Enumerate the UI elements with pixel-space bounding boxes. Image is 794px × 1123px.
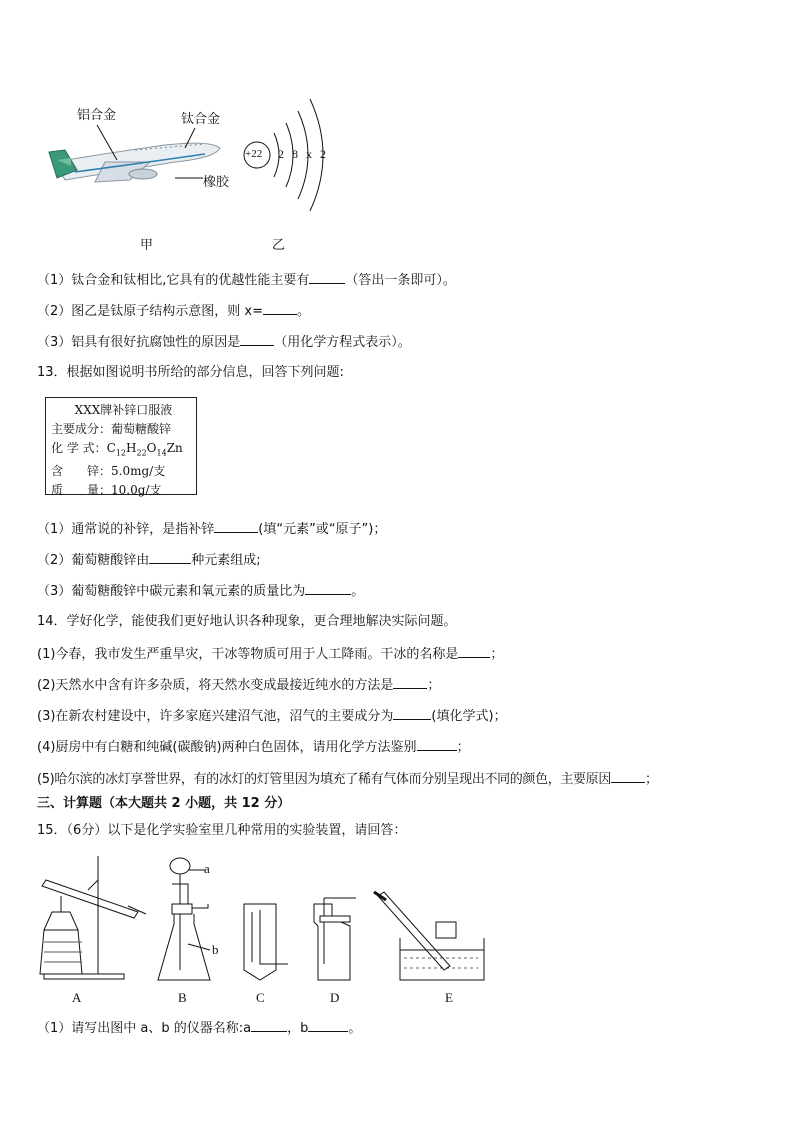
q12-item-3: （3）铝具有很好抗腐蚀性的原因是 （用化学方程式表示）。 bbox=[37, 335, 411, 350]
caption-d: D bbox=[330, 990, 340, 1005]
answer-blank-b[interactable] bbox=[308, 1019, 348, 1032]
caption-e: E bbox=[445, 990, 453, 1005]
answer-blank[interactable] bbox=[305, 582, 351, 595]
q14-item-3: (3)在新农村建设中，许多家庭兴建沼气池，沼气的主要成分为 (填化学式)； bbox=[37, 709, 507, 724]
label-zinc: 含 锌：5.0mg/支 bbox=[51, 464, 166, 479]
apparatus-b-icon bbox=[158, 858, 210, 980]
q14-item-5: (5)哈尔滨的冰灯享誉世界，有的冰灯的灯管里因为填充了稀有气体而分别呈现出不同的颜色，主要原因 ； bbox=[37, 772, 658, 787]
q13-item-1: （1）通常说的补锌，是指补锌 (填“元素”或“原子”)； bbox=[37, 522, 387, 537]
q12-item-1: （1）钛合金和钛相比,它具有的优越性能主要有 （答出一条即可）。 bbox=[37, 273, 456, 288]
apparatus-e-icon bbox=[374, 892, 484, 980]
apparatus-a-icon bbox=[40, 856, 146, 979]
label-b: b bbox=[212, 942, 219, 957]
q15-sub-1: （1）请写出图中 a、b 的仪器名称:a ，b 。 bbox=[37, 1021, 362, 1036]
medicine-label-box bbox=[45, 397, 197, 498]
answer-blank[interactable] bbox=[309, 271, 345, 284]
q14-item-4: (4)厨房中有白糖和纯碱(碳酸钠)两种白色固体，请用化学方法鉴别 ； bbox=[37, 740, 470, 755]
caption-a: A bbox=[72, 990, 82, 1005]
q15-stem: 15．（6分）以下是化学实验室里几种常用的实验装置，请回答： bbox=[37, 823, 407, 838]
label-ti-alloy: 钛合金 bbox=[181, 112, 221, 127]
q12-item-2: （2）图乙是钛原子结构示意图，则 x= 。 bbox=[37, 304, 311, 319]
nucleus-charge: +22 bbox=[245, 148, 263, 160]
answer-blank[interactable] bbox=[240, 333, 274, 346]
label-a: a bbox=[204, 861, 210, 876]
electron-shells: 2 8 x 2 bbox=[278, 147, 327, 161]
q14-item-1: (1)今春，我市发生严重旱灾，干冰等物质可用于人工降雨。干冰的名称是 ； bbox=[37, 647, 504, 662]
answer-blank[interactable] bbox=[458, 645, 490, 658]
section-3-title: 三、计算题（本大题共 2 小题，共 12 分） bbox=[37, 796, 291, 811]
formula-text: $C_{12}H_{22}O_{14}Zn$ bbox=[106, 441, 183, 458]
answer-blank[interactable] bbox=[214, 520, 258, 533]
label-al-alloy: 铝合金 bbox=[77, 108, 117, 123]
caption-b: B bbox=[178, 990, 187, 1005]
answer-blank[interactable] bbox=[149, 551, 191, 564]
q13-item-2: （2）葡萄糖酸锌由 种元素组成; bbox=[37, 553, 261, 568]
q13-item-3: （3）葡萄糖酸锌中碳元素和氧元素的质量比为 。 bbox=[37, 584, 365, 599]
q13-stem: 13．根据如图说明书所给的部分信息，回答下列问题: bbox=[37, 365, 344, 380]
caption-jia: 甲 bbox=[140, 237, 154, 252]
answer-blank[interactable] bbox=[263, 302, 297, 315]
lab-apparatus-figure bbox=[38, 852, 498, 987]
label-rubber: 橡胶 bbox=[203, 175, 230, 190]
label-title: XXX牌补锌口服液 bbox=[74, 403, 173, 417]
caption-yi: 乙 bbox=[272, 237, 286, 252]
plane-figure bbox=[35, 100, 235, 220]
answer-blank-a[interactable] bbox=[251, 1019, 287, 1032]
label-ingredient: 主要成分：葡萄糖酸锌 bbox=[51, 422, 172, 436]
answer-blank[interactable] bbox=[393, 707, 431, 720]
apparatus-d-icon bbox=[314, 898, 356, 980]
label-mass: 质 量：10.0g/支 bbox=[51, 483, 162, 498]
caption-c: C bbox=[256, 990, 265, 1005]
q14-item-2: (2)天然水中含有许多杂质，将天然水变成最接近纯水的方法是 ； bbox=[37, 678, 441, 693]
answer-blank[interactable] bbox=[417, 738, 457, 751]
apparatus-c-icon bbox=[244, 904, 288, 980]
answer-blank[interactable] bbox=[393, 676, 427, 689]
atom-structure-diagram bbox=[240, 95, 340, 220]
answer-blank[interactable] bbox=[611, 770, 645, 783]
label-formula: 化 学 式：$C_{12}H_{22}O_{14}Zn$ bbox=[51, 441, 183, 458]
q14-stem: 14．学好化学，能使我们更好地认识各种现象，更合理地解决实际问题。 bbox=[37, 614, 457, 629]
